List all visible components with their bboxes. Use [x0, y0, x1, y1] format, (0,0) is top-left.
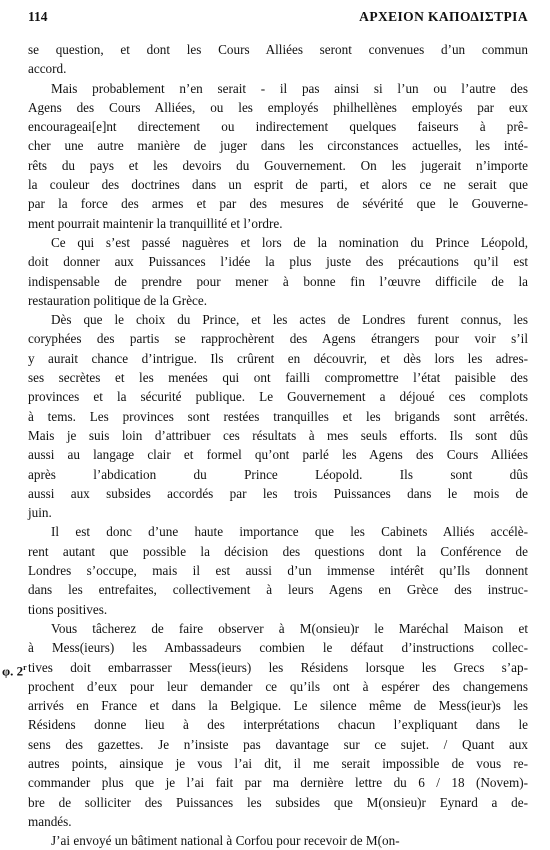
- text-line: à tems. Les provinces sont restées tranquilles et les brigands sont arrêtés.: [28, 408, 528, 424]
- text-line: Londres s’occupe, mais il est aussi d’un immense intérêt qu’Ils donnent: [28, 563, 528, 579]
- text-line: la couleur des doctrines dans un esprit de parti, et alors ce ne serait que: [28, 177, 528, 193]
- text-line: juin.: [28, 505, 52, 521]
- text-line: encourageai[e]nt directement ou indirectement quelques faiseurs à prê-: [28, 119, 528, 135]
- text-line: Mais probablement n’en serait - il pas ainsi si l’un ou l’autre des: [51, 80, 528, 96]
- text-line: mandés.: [28, 813, 72, 829]
- text-line: par la force des armes et par des mesures de sévérité que le Gouverne-: [28, 196, 528, 212]
- text-line: Agens des Cours Alliées, ou les employés philhellènes employés par eux: [28, 99, 528, 115]
- text-line: commander plus que je l’ai fait par ma dernière lettre du 6 / 18 (Novem)-: [28, 775, 528, 791]
- text-line: provinces et la sécurité publique. Le Gouvernement a déjoué ces complots: [28, 389, 528, 405]
- text-line: bre de solliciter des Puissances les subsides que M(onsieu)r Eynard a de-: [28, 794, 528, 810]
- folio-label: φ. 2: [2, 663, 24, 679]
- text-line: cher une autre manière de juger dans les circonstances actuelles, les inté-: [28, 138, 528, 154]
- text-line: autres points, ainsique je vous l’ai dit, il me serait impossible de vous re-: [28, 755, 528, 771]
- text-line: J’ai envoyé un bâtiment national à Corfou pour recevoir de M(on-: [51, 833, 400, 849]
- text-line: Il est donc d’une haute importance que les Cabinets Alliés accélè-: [51, 524, 528, 540]
- text-line: indispensable de prendre pour mener à bonne fin l’œuvre difficile de la: [28, 273, 528, 289]
- text-line: Résidens donne lieu à des interprétations chacun l’expliquant dans le: [28, 717, 528, 733]
- text-line: doit donner aux Puissances l’idée la plus juste des précautions qu’il est: [28, 254, 528, 270]
- text-line: après l’abdication du Prince Léopold. Ils sont dûs: [28, 466, 528, 482]
- page-number: 114: [28, 9, 48, 24]
- text-line: dans les entrefaites, collectivement à leurs Agens en Grèce des instruc-: [28, 582, 528, 598]
- text-line: Vous tâcherez de faire observer à M(onsieu)r le Maréchal Maison et: [51, 620, 528, 636]
- folio-recto-mark: r: [23, 663, 27, 672]
- text-line: à Mess(ieurs) les Ambassadeurs combien le défaut d’instructions collec-: [28, 640, 528, 656]
- text-line: ment pourrait maintenir la tranquillité et l’ordre.: [28, 215, 283, 231]
- text-line: ses secrètes et les menées qui ont failli compromettre l’état paisible des: [28, 370, 528, 386]
- page-header: [28, 9, 528, 29]
- text-line: aussi au langage clair et formel qu’ont parlé les Agens des Cours Alliées: [28, 447, 528, 463]
- text-line: coryphées des partis se rapprochèrent des Agens étrangers pour voir s’il: [28, 331, 528, 347]
- text-line: sens des gazettes. Je n’insiste pas davantage sur ce sujet. / Quant aux: [28, 736, 528, 752]
- text-line: y aurait chance d’intrigue. Ils crûrent en découvrir, et dès lors les adres-: [28, 350, 528, 366]
- text-line: Mais je suis loin d’attribuer ces résultats à mes seuls efforts. Ils sont dûs: [28, 427, 528, 443]
- text-line: aussi aux subsides accordés par les trois Puissances dans le mois de: [28, 485, 528, 501]
- text-line: se question, et dont les Cours Alliées seront convenues d’un commun: [28, 42, 528, 57]
- text-line: accord.: [28, 61, 67, 77]
- text-line: rent autant que possible la décision des questions dont la Conférence de: [28, 543, 528, 559]
- text-line: rêts du pays et les devoirs du Gouvernement. On les jugerait n’importe: [28, 157, 528, 173]
- text-line: arrivés en France et dans la Belgique. Le silence même de Mess(ieur)s les: [28, 698, 528, 714]
- text-line: Dès que le choix du Prince, et les actes de Londres furent connus, les: [51, 312, 528, 328]
- body-text: [28, 40, 528, 850]
- text-line: Ce qui s’est passé naguères et lors de la nomination du Prince Léopold,: [51, 234, 528, 250]
- text-line: restauration politique de la Grèce.: [28, 292, 208, 308]
- text-line: tions positives.: [28, 601, 108, 617]
- text-line: prochent d’eux pour leur demander ce qu’ils ont à espérer des changemens: [28, 678, 528, 694]
- folio-margin-note: [2, 663, 27, 679]
- running-title: ΑΡΧΕΙΟΝ ΚΑΠΟΔΙΣΤΡΙΑ: [359, 9, 528, 24]
- text-line: tives doit embarrasser Mess(ieurs) les Résidens lorsque les Grecs s’ap-: [28, 659, 528, 675]
